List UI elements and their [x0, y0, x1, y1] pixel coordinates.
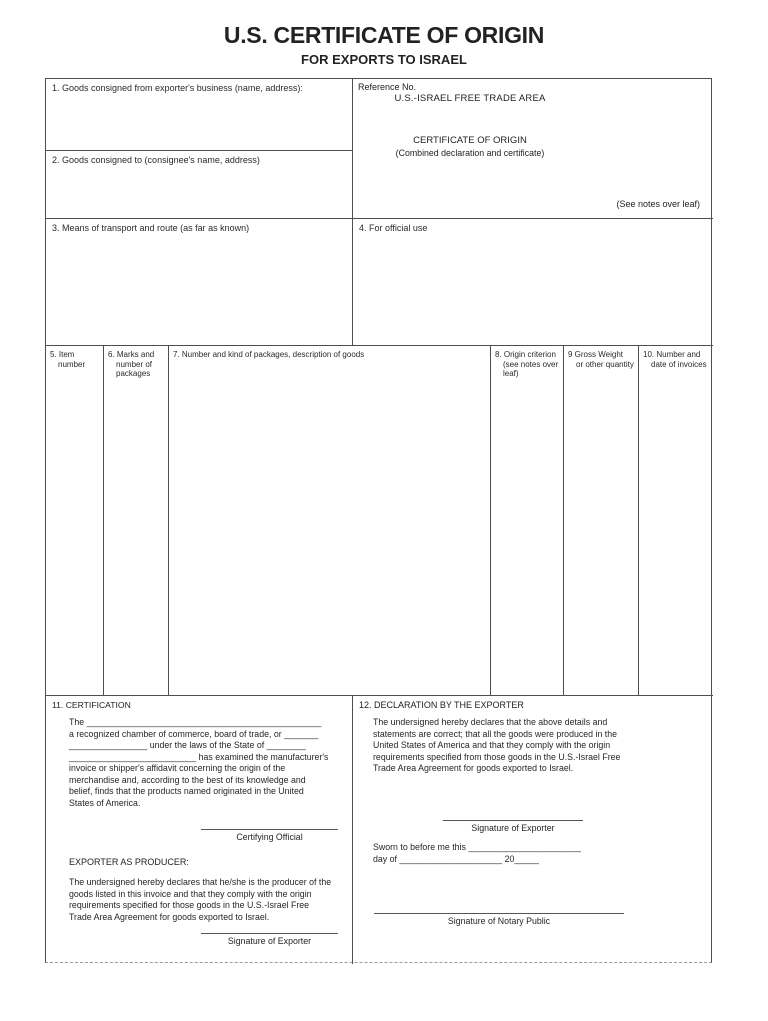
header-line: leaf)	[503, 369, 519, 379]
field-for-official-use[interactable]	[353, 219, 713, 346]
column-description-of-goods[interactable]	[169, 346, 491, 695]
certification-line: a recognized chamber of commerce, board of trade, or _______	[69, 728, 319, 739]
certification-line: __________________________ has examined the manufacturer's	[69, 751, 329, 762]
certification-line: ________________ under the laws of the State of ________	[69, 740, 306, 750]
header-line: date of invoices	[651, 359, 707, 369]
certification-body[interactable]	[69, 717, 328, 809]
combined-declaration-subtitle: (Combined declaration and certificate)	[395, 148, 545, 158]
certification-line: merchandise and, according to the best of its knowledge and	[69, 774, 306, 785]
certification-line: invoice or shipper's affidavit concerning the origin of the	[69, 763, 286, 773]
producer-line: goods listed in this invoice and that they comply with the origin	[69, 888, 312, 899]
declaration-line: statements are correct; that all the goods were produced in the	[373, 728, 618, 739]
signature-of-exporter-label: Signature of Exporter	[227, 936, 312, 946]
producer-declaration-body	[69, 877, 331, 923]
certification-line: belief, finds that the products named originated in the United	[69, 786, 304, 796]
column-item-number[interactable]	[46, 346, 104, 695]
reference-center-block	[363, 93, 577, 158]
sworn-before-me-line[interactable]: Sworn to before me this _______________________	[373, 842, 581, 852]
field-means-of-transport-label: 3. Means of transport and route (as far as known)	[52, 223, 250, 233]
column-gross-weight-header	[564, 346, 638, 369]
reference-no-label: Reference No.	[358, 82, 417, 92]
column-item-number-header	[46, 346, 103, 369]
certifying-official-signature-line[interactable]	[201, 829, 338, 842]
header-line: 6. Marks and	[108, 350, 155, 359]
certification-line: The ________________________________________________	[69, 717, 322, 727]
header-line: or other quantity	[576, 359, 634, 369]
certification-line: States of America.	[69, 797, 141, 808]
declaration-line: The undersigned hereby declares that the above details and	[373, 717, 608, 727]
column-invoices-header	[639, 346, 713, 369]
field-goods-consigned-to[interactable]	[46, 151, 353, 219]
signature-of-exporter-label-box12: Signature of Exporter	[471, 823, 555, 833]
field-goods-consigned-to-label: 2. Goods consigned to (consignee's name, address)	[52, 155, 260, 165]
certifying-official-label: Certifying Official	[236, 832, 303, 842]
column-origin-criterion[interactable]	[491, 346, 564, 695]
free-trade-area-title: U.S.-ISRAEL FREE TRADE AREA	[394, 93, 546, 104]
column-gross-weight[interactable]	[564, 346, 639, 695]
header-line: 8. Origin criterion	[495, 350, 556, 359]
exporter-as-producer-heading: EXPORTER AS PRODUCER:	[69, 857, 189, 867]
field-goods-consigned-from-label: 1. Goods consigned from exporter's business (name, address):	[52, 83, 303, 93]
page-subtitle: FOR EXPORTS TO ISRAEL	[301, 52, 467, 67]
notary-signature-line[interactable]	[374, 913, 624, 926]
goods-table	[46, 346, 713, 696]
header-line: 7. Number and kind of packages, description of goods	[173, 350, 365, 359]
certification-heading: 11. CERTIFICATION	[52, 700, 131, 710]
producer-line: Trade Area Agreement for goods exported to Israel.	[69, 911, 270, 922]
section-declaration	[353, 696, 713, 964]
declaration-line: United States of America and that they comply with the origin	[373, 740, 611, 750]
field-goods-consigned-from[interactable]	[46, 79, 353, 151]
header-line: (see notes over	[503, 359, 559, 369]
day-of-line[interactable]: day of _____________________ 20_____	[373, 854, 539, 864]
field-for-official-use-label: 4. For official use	[359, 223, 428, 233]
column-origin-criterion-header	[491, 346, 563, 379]
document-header	[0, 22, 768, 67]
signature-of-notary-label: Signature of Notary Public	[447, 916, 551, 926]
see-notes-over-leaf-note: (See notes over leaf)	[616, 199, 700, 209]
declaration-body	[373, 717, 620, 775]
form-body	[45, 78, 712, 963]
producer-line: The undersigned hereby declares that he/she is the producer of the	[69, 877, 332, 887]
header-line: number	[58, 359, 86, 369]
header-line: 10. Number and	[643, 350, 701, 359]
page-title: U.S. CERTIFICATE OF ORIGIN	[223, 22, 545, 48]
field-reference-no[interactable]	[353, 79, 713, 219]
exporter-signature-line-box12[interactable]	[443, 820, 583, 833]
header-line: packages	[116, 369, 151, 379]
column-marks-packages-header	[104, 346, 168, 379]
exporter-signature-line-box11[interactable]	[201, 933, 338, 946]
header-line: 5. Item	[50, 350, 75, 359]
declaration-line: Trade Area Agreement for goods exported to Israel.	[373, 763, 574, 773]
certificate-of-origin-title: CERTIFICATE OF ORIGIN	[413, 135, 527, 146]
column-invoices[interactable]	[639, 346, 713, 695]
column-description-of-goods-header	[169, 346, 490, 360]
field-means-of-transport[interactable]	[46, 219, 353, 346]
header-line: 9 Gross Weight	[568, 350, 623, 359]
section-certification	[46, 696, 353, 964]
declaration-line: requirements specified from those goods in the U.S.-Israel Free	[373, 751, 621, 762]
declaration-heading: 12. DECLARATION BY THE EXPORTER	[359, 700, 524, 710]
header-line: number of	[116, 359, 153, 369]
column-marks-packages[interactable]	[104, 346, 169, 695]
producer-line: requirements specified for those goods in the U.S.-Israel Free	[69, 900, 310, 910]
